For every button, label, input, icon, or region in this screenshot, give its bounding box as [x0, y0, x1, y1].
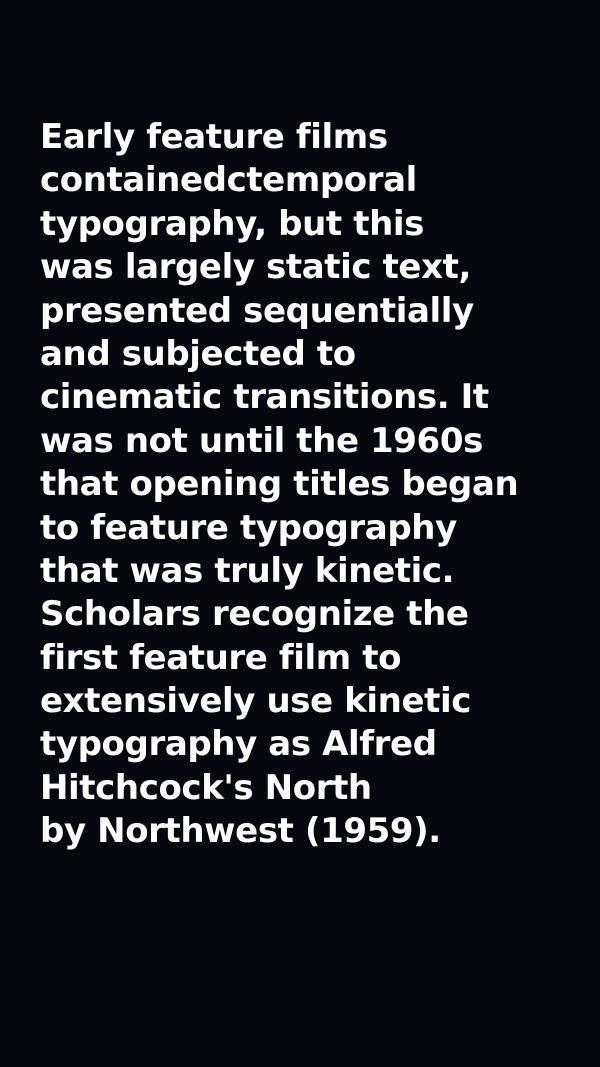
body-text — [40, 116, 580, 854]
text-line: was largely static text, — [40, 247, 471, 288]
text-line: typography, but this — [40, 203, 424, 244]
text-line: that opening titles began — [40, 464, 519, 505]
text-line: by Northwest (1959). — [40, 811, 441, 852]
text-line: to feature typography — [40, 507, 457, 548]
text-line: Scholars recognize the — [40, 594, 469, 635]
text-line: was not until the 1960s — [40, 420, 483, 461]
text-line: containedctemporal — [40, 160, 417, 201]
text-line: that was truly kinetic. — [40, 550, 455, 591]
text-line: and subjected to — [40, 333, 356, 374]
text-line: Early feature films — [40, 117, 388, 157]
text-line: presented sequentially — [40, 290, 474, 331]
text-line: typography as Alfred — [40, 724, 437, 765]
text-line: extensively use kinetic — [40, 681, 472, 722]
text-line: first feature film to — [40, 637, 402, 678]
text-line: cinematic transitions. It — [40, 377, 489, 418]
text-line: Hitchcock's North — [40, 767, 372, 808]
